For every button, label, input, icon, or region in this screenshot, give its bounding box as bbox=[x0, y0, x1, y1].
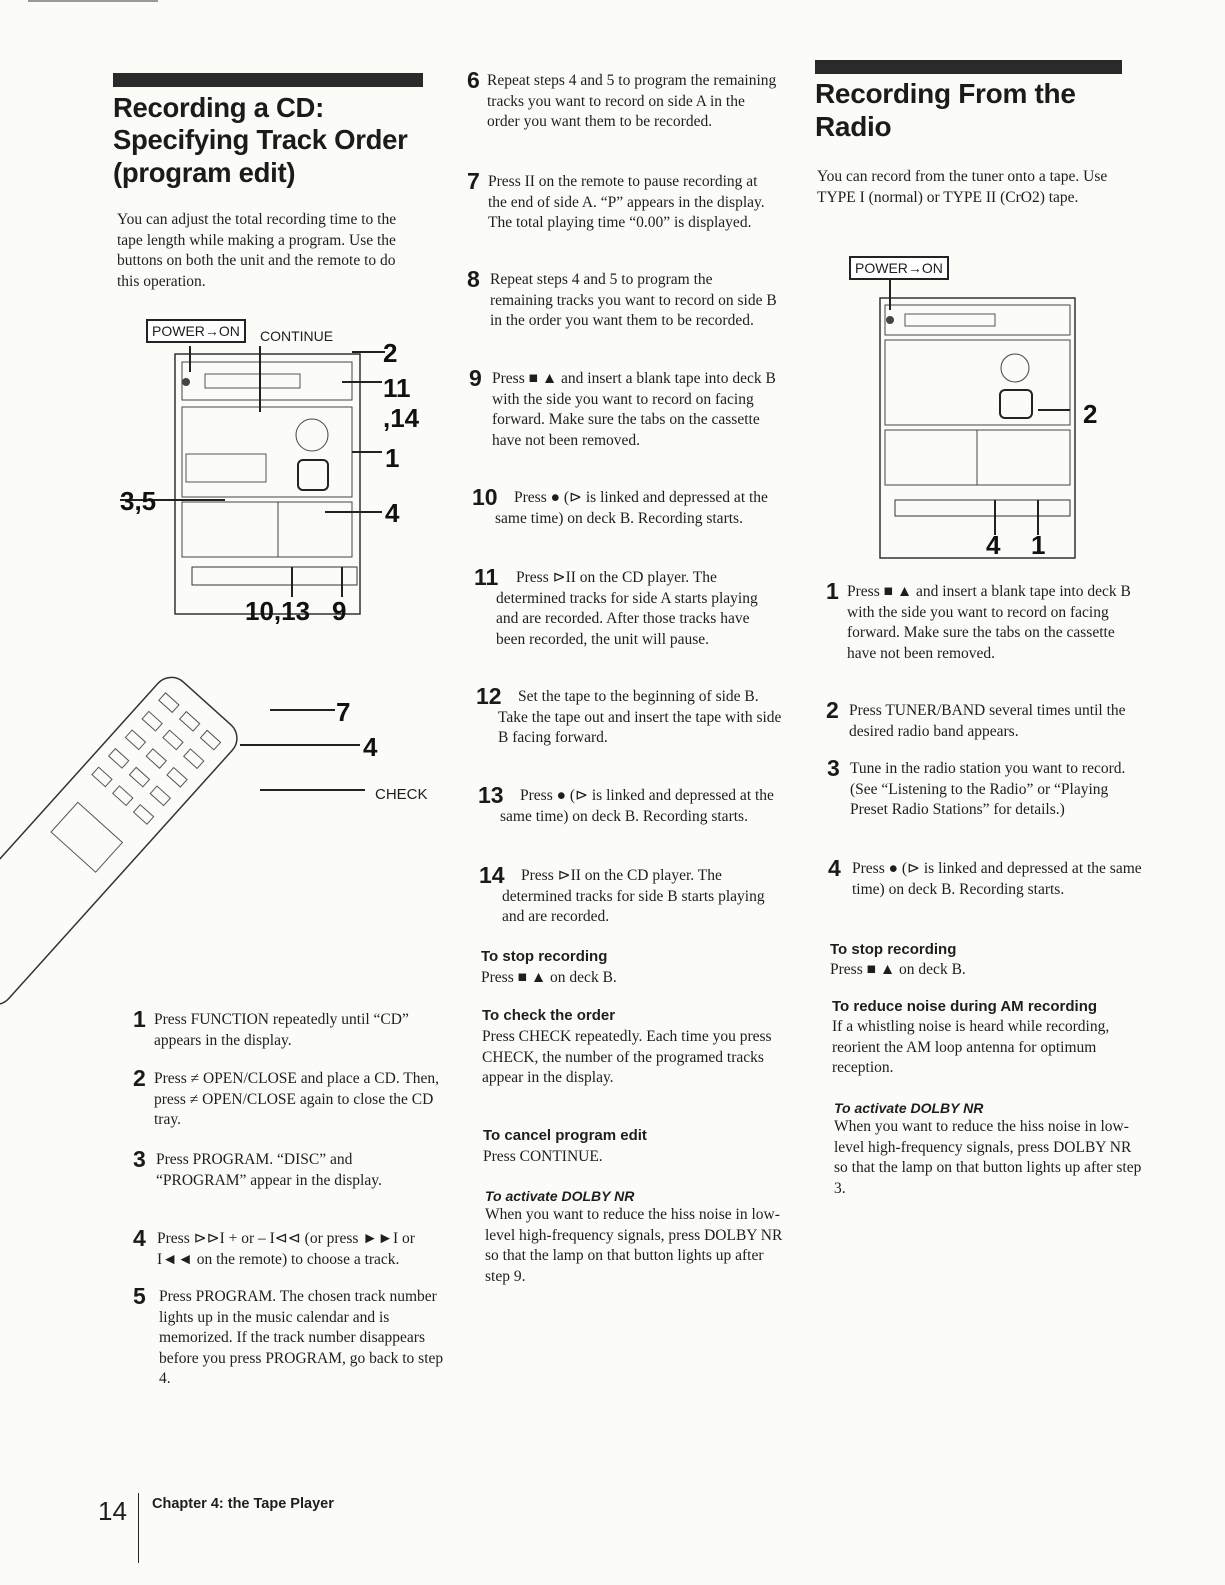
step-text: Press ⊳⊳I + or – I⊲⊲ (or press ►►I or I◄◄ on the remote) to choose a track. bbox=[157, 1230, 415, 1268]
dolby-nr-heading: To activate DOLBY NR bbox=[485, 1188, 635, 1204]
step-number: 3 bbox=[133, 1146, 146, 1172]
am-noise-body: If a whistling noise is heard while recording, reorient the AM loop antenna for optimum reception. bbox=[832, 1018, 1110, 1076]
radio-stop-body: Press ■ ▲ on deck B. bbox=[830, 961, 966, 978]
check-order-heading: To check the order bbox=[482, 1007, 616, 1024]
step-text: Repeat steps 4 and 5 to program the remaining tracks you want to record on side A in the order you want them to be recorded. bbox=[487, 72, 777, 130]
radio-stop-heading: To stop recording bbox=[830, 941, 957, 958]
remote-callout-4: 4 bbox=[363, 732, 378, 762]
step-number: 1 bbox=[826, 578, 839, 604]
step-number: 6 bbox=[467, 67, 480, 93]
section-title-program-edit bbox=[113, 92, 453, 189]
callout-1: 1 bbox=[385, 443, 400, 473]
section-bar bbox=[113, 73, 423, 87]
top-edge-line bbox=[28, 0, 158, 2]
title-line: Specifying Track Order bbox=[113, 124, 408, 156]
step-number: 1 bbox=[133, 1006, 146, 1032]
step-text: Set the tape to the beginning of side B. Take the tape out and insert the tape with side B facing forward. bbox=[498, 688, 782, 746]
step-number: 10 bbox=[472, 484, 498, 510]
power-on-label: POWER→ON bbox=[146, 319, 246, 343]
callout-11-14: 11 ,14 bbox=[383, 373, 420, 433]
radio-callout-4: 4 bbox=[986, 530, 1001, 560]
step-text: Press FUNCTION repeatedly until “CD” appears in the display. bbox=[154, 1011, 409, 1049]
stop-recording-body: Press ■ ▲ on deck B. bbox=[481, 969, 617, 986]
title-line: Recording a CD: bbox=[113, 92, 324, 123]
stop-recording-heading: To stop recording bbox=[481, 948, 608, 965]
step-text: Press ● (⊳ is linked and depressed at the same time) on deck B. Recording starts. bbox=[852, 860, 1142, 898]
title-line: Radio bbox=[815, 111, 892, 143]
radio-dolby-body: When you want to reduce the hiss noise in low-level high-frequency signals, press DOLBY NR so that the lamp on that button lights up after step 3. bbox=[834, 1118, 1142, 1197]
callout-4: 4 bbox=[385, 498, 400, 528]
step-number: 4 bbox=[828, 855, 841, 881]
callout-9: 9 bbox=[332, 596, 347, 626]
title-line: (program edit) bbox=[113, 156, 296, 188]
step-number: 11 bbox=[474, 564, 499, 590]
step-number: 3 bbox=[827, 755, 840, 781]
callout-3-5: 3,5 bbox=[120, 486, 157, 516]
step-text: Repeat steps 4 and 5 to program the remaining tracks you want to record on side B in the order you want them to be recorded. bbox=[490, 271, 777, 329]
step-text: Press PROGRAM. “DISC” and “PROGRAM” appear in the display. bbox=[156, 1151, 382, 1189]
step-text: Press ⊳II on the CD player. The determined tracks for side A starts playing and are recorded. After those tracks have been recorded, the unit will pause. bbox=[496, 569, 758, 648]
title-line: Recording From the bbox=[815, 78, 1076, 109]
step-text: Press II on the remote to pause recording at the end of side A. “P” appears in the display. The total playing time “0.00” is displayed. bbox=[488, 173, 765, 231]
step-text: Press TUNER/BAND several times until the desired radio band appears. bbox=[849, 702, 1126, 740]
page-number: 14 bbox=[98, 1496, 127, 1526]
step-text: Press PROGRAM. The chosen track number lights up in the music calendar and is memorized. If the track number disappears before you press PROGRAM, go back to step 4. bbox=[159, 1288, 444, 1387]
step-number: 4 bbox=[133, 1225, 146, 1251]
step-number: 2 bbox=[826, 697, 839, 723]
callout-10-13: 10,13 bbox=[245, 596, 311, 626]
radio-power-on-label: POWER→ON bbox=[849, 256, 949, 280]
step-number: 2 bbox=[133, 1065, 146, 1091]
check-order-body: Press CHECK repeatedly. Each time you press CHECK, the number of the programed tracks appear in the display. bbox=[482, 1028, 772, 1086]
dolby-nr-body: When you want to reduce the hiss noise in low-level high-frequency signals, press DOLBY NR so that the lamp on that button lights up after step 9. bbox=[485, 1206, 783, 1285]
radio-callout-2: 2 bbox=[1083, 399, 1098, 429]
remote-callout-7: 7 bbox=[336, 697, 351, 727]
section-title-radio bbox=[815, 77, 1135, 143]
step-number: 7 bbox=[467, 168, 480, 194]
step-number: 13 bbox=[478, 782, 504, 808]
footer-divider bbox=[138, 1493, 139, 1563]
unit-illustration-radio bbox=[870, 250, 1110, 550]
callout-2: 2 bbox=[383, 338, 398, 368]
step-number: 12 bbox=[476, 683, 502, 709]
step-number: 9 bbox=[469, 365, 482, 391]
intro-paragraph: You can adjust the total recording time to the tape length while making a program. Use the buttons on both the unit and the remote to do this operation. bbox=[117, 211, 397, 290]
radio-intro: You can record from the tuner onto a tape. Use TYPE I (normal) or TYPE II (CrO2) tape. bbox=[817, 168, 1108, 206]
am-noise-heading: To reduce noise during AM recording bbox=[832, 998, 1098, 1015]
continue-label: CONTINUE bbox=[260, 328, 334, 344]
step-text: Press ≠ OPEN/CLOSE and place a CD. Then, press ≠ OPEN/CLOSE again to close the CD tray. bbox=[154, 1070, 440, 1128]
step-number: 5 bbox=[133, 1283, 146, 1309]
remote-illustration bbox=[130, 650, 470, 990]
step-text: Press ■ ▲ and insert a blank tape into deck B with the side you want to record on facing forward. Make sure the tabs on the cassette have not been removed. bbox=[492, 370, 776, 449]
cancel-program-body: Press CONTINUE. bbox=[483, 1148, 603, 1165]
step-text: Press ⊳II on the CD player. The determined tracks for side B starts playing and are recorded. bbox=[502, 867, 765, 925]
step-text: Tune in the radio station you want to record. (See “Listening to the Radio” or “Playing Preset Radio Stations” for details.) bbox=[850, 760, 1126, 818]
radio-callout-1: 1 bbox=[1031, 530, 1046, 560]
step-text: Press ■ ▲ and insert a blank tape into deck B with the side you want to record on facing forward. Make sure the tabs on the cassette have not been removed. bbox=[847, 583, 1131, 662]
step-text: Press ● (⊳ is linked and depressed at the same time) on deck B. Recording starts. bbox=[495, 489, 768, 527]
step-number: 14 bbox=[479, 862, 505, 888]
cancel-program-heading: To cancel program edit bbox=[483, 1127, 647, 1144]
radio-dolby-heading: To activate DOLBY NR bbox=[834, 1100, 984, 1116]
step-number: 8 bbox=[467, 266, 480, 292]
step-text: Press ● (⊳ is linked and depressed at the same time) on deck B. Recording starts. bbox=[500, 787, 774, 825]
check-label: CHECK bbox=[375, 786, 428, 803]
chapter-title: Chapter 4: the Tape Player bbox=[152, 1496, 334, 1512]
section-bar bbox=[815, 60, 1122, 74]
